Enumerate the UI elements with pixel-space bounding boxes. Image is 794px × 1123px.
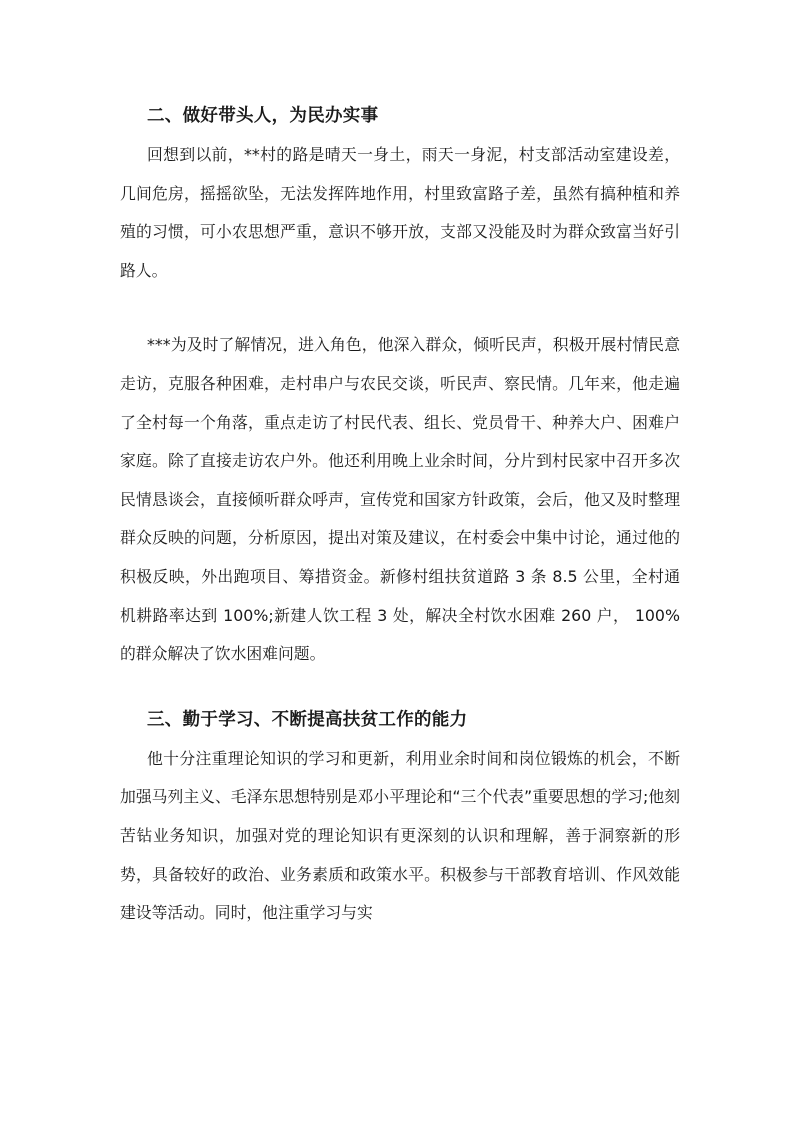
paragraph: 他十分注重理论知识的学习和更新，利用业余时间和岗位锻炼的机会，不断加强马列主义、毛泽东思想特别是邓小平理论和“三个代表”重要思想的学习;他刻苦钻业务知识，加强对党的理论知识有更深刻的认识和理解，善于洞察新的形势，具备较好的政治、业务素质和政策水平。积极参与干部教育培训、作风效能建设等活动。同时，他注重学习与实: [120, 748, 680, 923]
paragraph: 回想到以前，**村的路是晴天一身土，雨天一身泥，村支部活动室建设差，几间危房，摇摇欲坠，无法发挥阵地作用，村里致富路子差，虽然有搞种植和养殖的习惯，可小农思想严重，意识不够开放，支部又没能及时为群众致富当好引路人。: [120, 145, 680, 280]
document-page: [120, 96, 680, 933]
paragraph: ***为及时了解情况，进入角色，他深入群众，倾听民声，积极开展村情民意走访，克服各种困难，走村串户与农民交谈，听民声、察民情。几年来，他走遍了全村每一个角落，重点走访了村民代表、组长、党员骨干、种养大户、困难户家庭。除了直接走访农户外。他还利用晚上业余时间，分片到村民家中召开多次民情恳谈会，直接倾听群众呼声，宣传党和国家方针政策，会后，他又及时整理群众反映的问题，分析原因，提出对策及建议，在村委会中集中讨论，通过他的积极反映，外出跑项目、筹措资金。新修村组扶贫道路 3 条 8.5 公里，全村通机耕路率达到 100%;新建人饮工程 3 处，解决全村饮水困难 260 户， 100%的群众解决了饮水困难问题。: [120, 335, 680, 664]
section-heading: 二、做好带头人，为民办实事: [147, 106, 379, 126]
paragraph-spacer: [120, 290, 680, 326]
section-heading: 三、勤于学习、不断提高扶贫工作的能力: [147, 709, 468, 730]
section-spacer: [120, 674, 680, 700]
